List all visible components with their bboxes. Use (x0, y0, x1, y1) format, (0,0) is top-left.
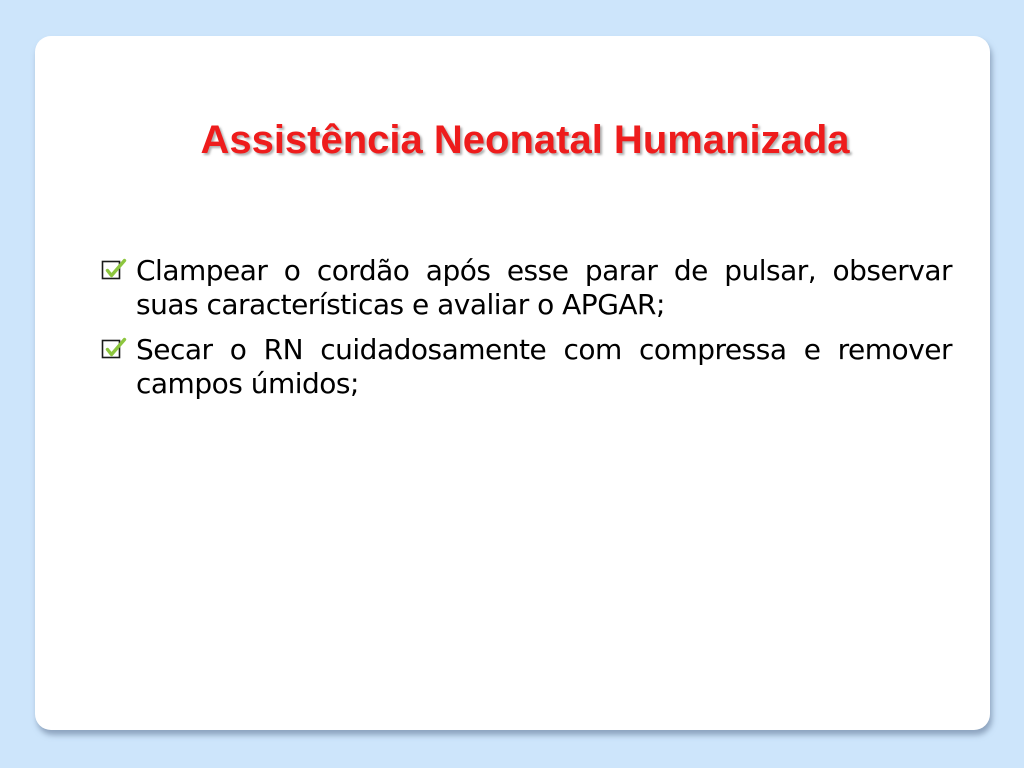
bullet-text: Secar o RN cuidadosamente com compressa e remover campos úmidos; (136, 333, 952, 401)
list-item (100, 254, 952, 322)
checkbox-icon (100, 257, 133, 290)
bullet-text: Clampear o cordão após esse parar de pulsar, observar suas características e avaliar o APGAR; (136, 254, 952, 322)
checkbox-icon (100, 336, 133, 369)
list-item (100, 333, 952, 401)
slide-title: Assistência Neonatal Humanizada (200, 118, 850, 162)
bullet-list (100, 254, 952, 413)
